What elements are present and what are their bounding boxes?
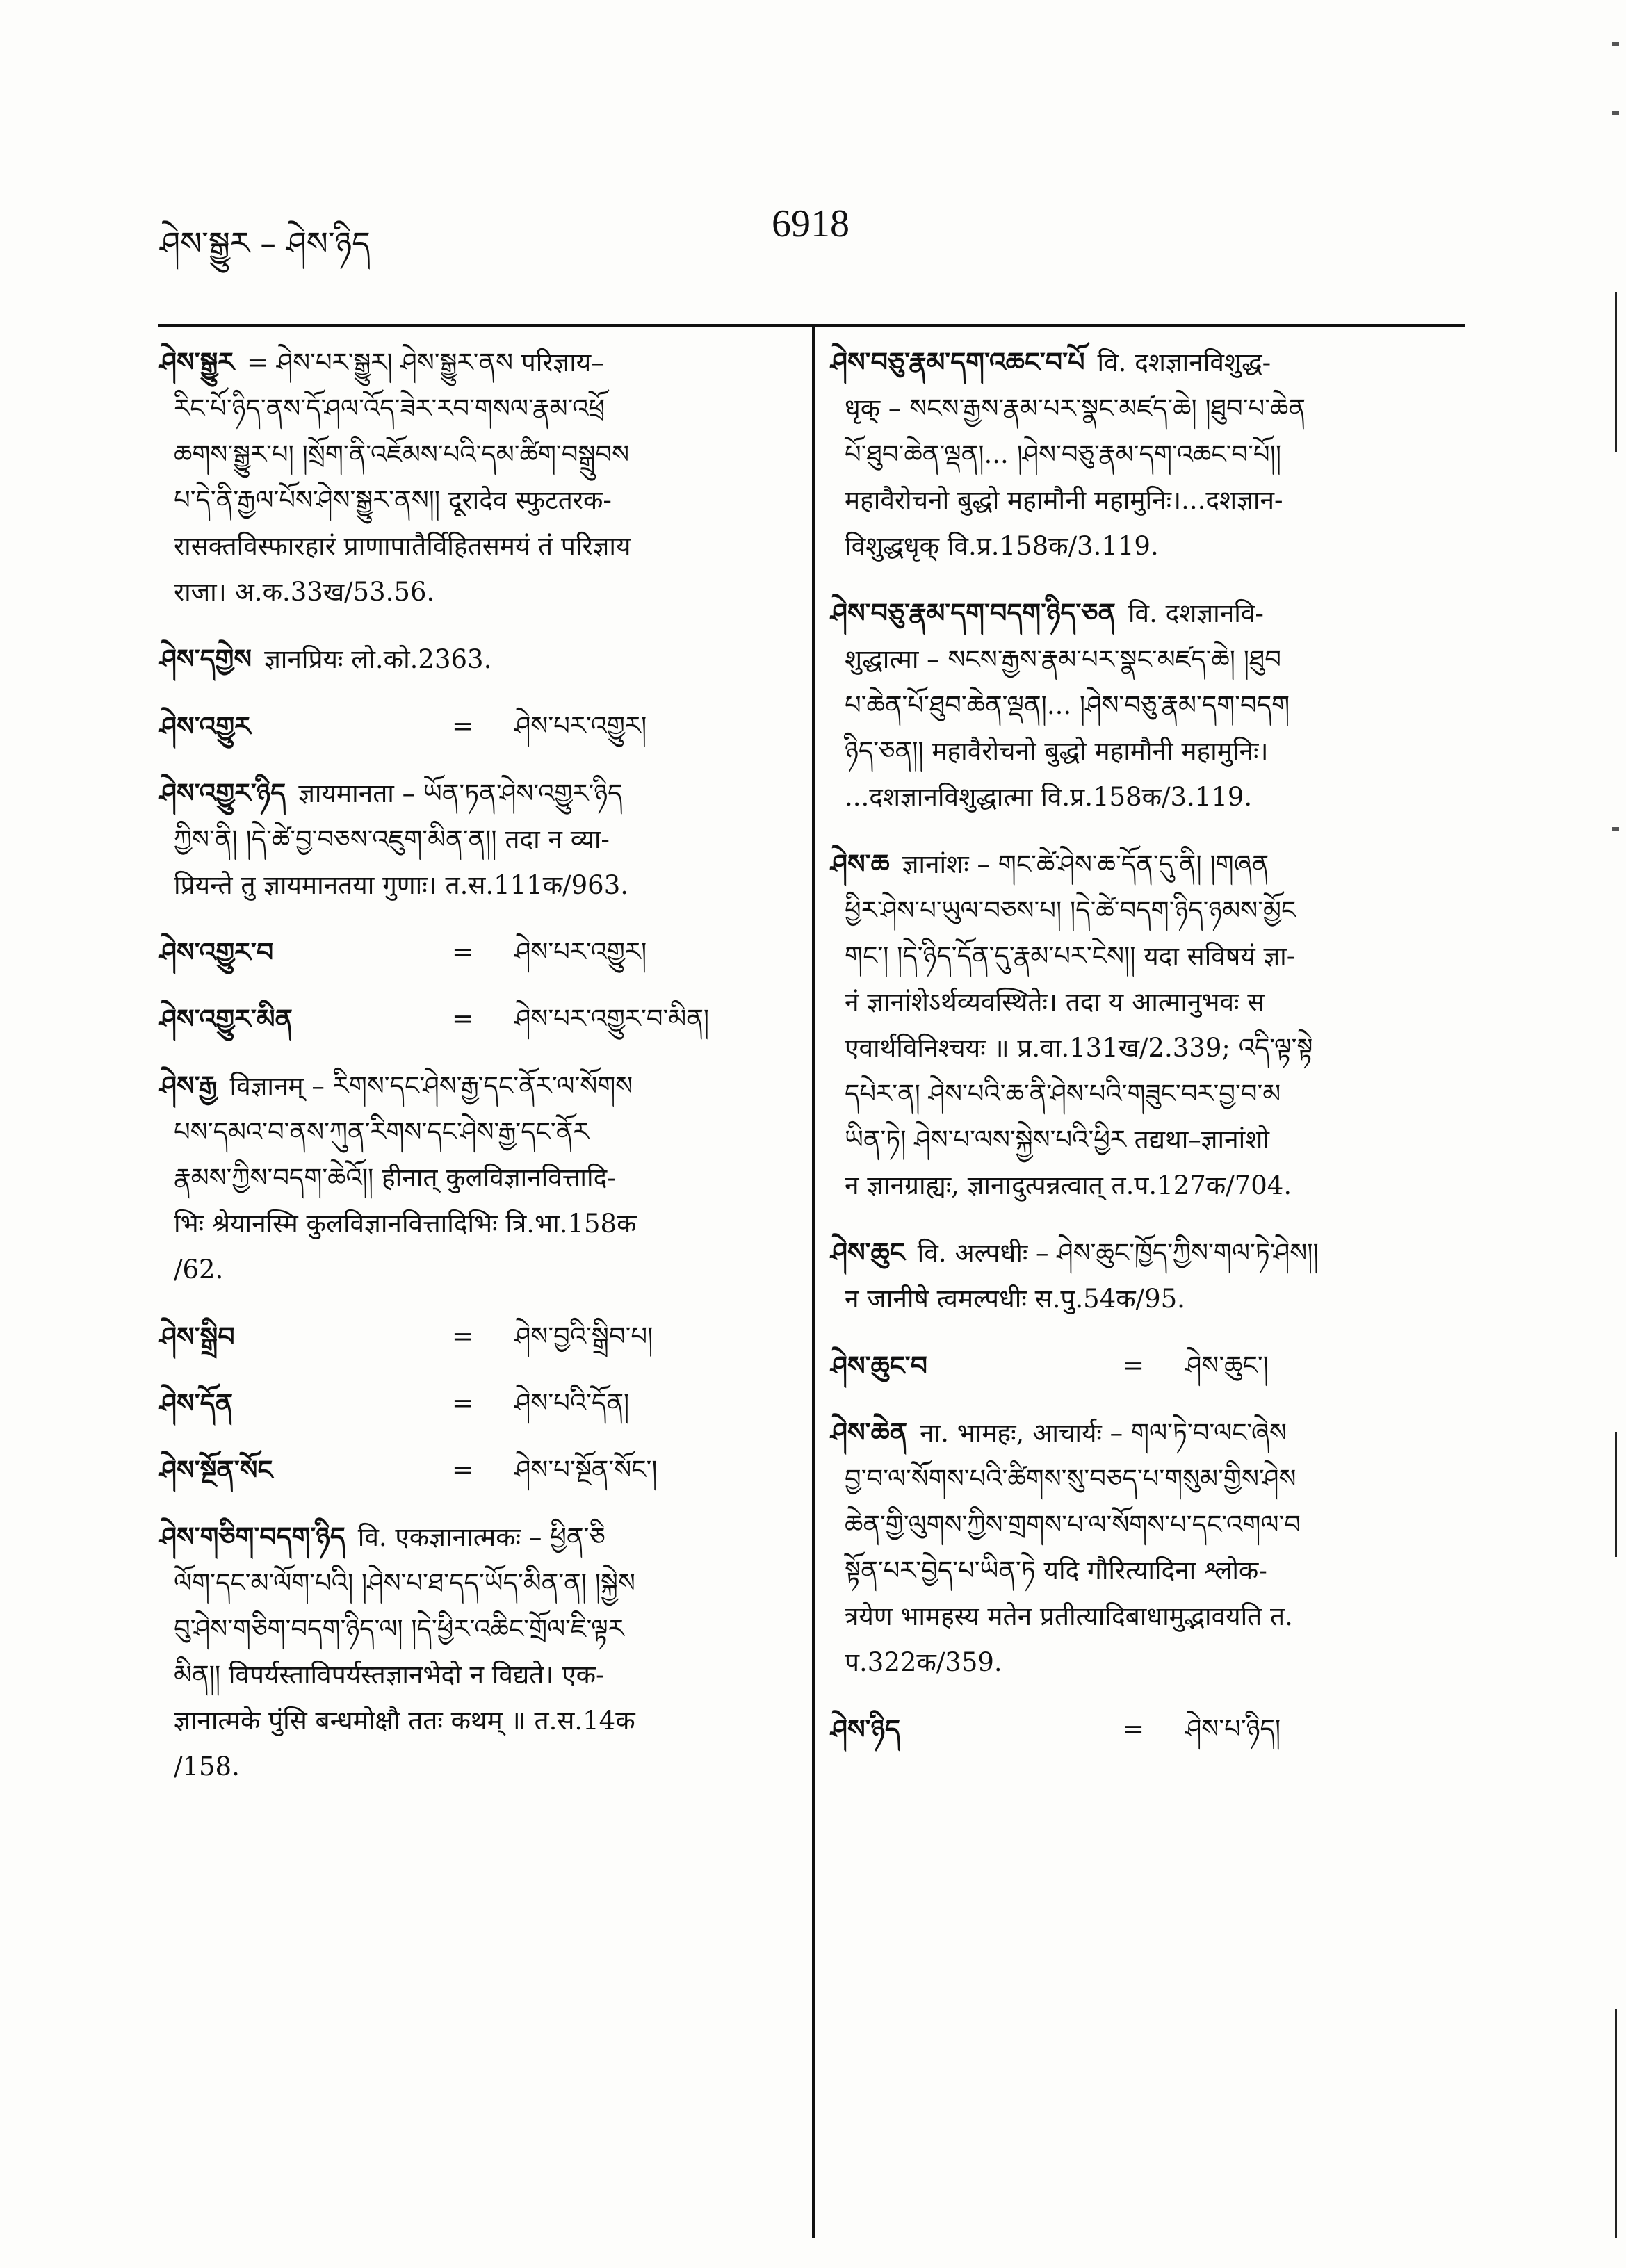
entry-text: ཀྱིས་ནི། །དེ་ཚེ་བྱ་བཅས་འཇུག་མིན་ན།། तदा न व्या-	[174, 824, 610, 854]
entry-text: པ་ཆེན་པོ་ཐུབ་ཆེན་ལྡན།... །ཤེས་བཅུ་རྣམ་དག་བདག	[845, 690, 1290, 720]
scan-speck	[1612, 111, 1619, 115]
entry-line	[831, 728, 1442, 774]
entry-line	[831, 1548, 1442, 1594]
entry-line	[831, 1230, 1442, 1276]
dictionary-entry	[831, 841, 1442, 1209]
entry-text: པོ་ཐུབ་ཆེན་ལྡན།... །ཤེས་བཅུ་རྣམ་དག་འཆང་བ་པོ།།	[845, 439, 1282, 469]
entry-text: प.322क/359.	[845, 1647, 1002, 1677]
left-column	[160, 339, 786, 1811]
entry-text: རིང་པོ་ཉིད་ནས་དོ་ཤལ་འོད་ཟེར་རབ་གསལ་རྣམ་འཕྲོ	[174, 393, 605, 423]
dictionary-entry	[831, 1410, 1442, 1686]
entry-line	[831, 683, 1442, 728]
cross-reference-entry	[160, 1380, 786, 1426]
entry-text: ཕྱིར་ཤེས་པ་ཡུལ་བཅས་པ། །དེ་ཚེ་བདག་ཉིད་ཉམས་མྱོང	[845, 895, 1296, 925]
entry-line	[831, 1276, 1442, 1322]
cross-reference-entry	[160, 1314, 786, 1360]
entry-line	[831, 1071, 1442, 1117]
entry-text: एवार्थविनिश्चयः ॥ प्र.वा.131ख/2.339; འདི་ལྟ་སྟེ	[845, 1033, 1313, 1063]
scan-speck	[1612, 42, 1619, 46]
cross-reference-entry	[160, 996, 786, 1042]
dictionary-entry	[160, 339, 786, 615]
entry-text: རྣམས་ཀྱིས་བདག་ཆེའོ།། हीनात् कुलविज्ञानवित्तादि-	[174, 1163, 616, 1193]
entry-text: ལོག་དང་མ་ལོག་པའི། །ཤེས་པ་ཐ་དད་ཡོད་མིན་ན། །སྐྱེས	[174, 1568, 635, 1598]
entry-text: = ཤེས་པར་སྒྱུར། ཤེས་སྒྱུར་ནས परिज्ञाय–	[246, 348, 604, 377]
entry-headword: ཤེས་འགྱུར་བ	[160, 936, 274, 968]
entry-line	[831, 841, 1442, 888]
entry-line	[831, 590, 1442, 637]
entry-text: སྟོན་པར་བྱེད་པ་ཡིན་ཏེ यदि गौरित्यादिना श्लोक-	[845, 1556, 1267, 1585]
entry-text: विज्ञानम् – རིགས་དང་ཤེས་རྒྱ་དང་ནོར་ལ་སོགས	[229, 1071, 633, 1101]
cross-reference-target: ཤེས་བྱའི་སྒྲིབ་པ།	[514, 1321, 653, 1351]
cross-reference-entry	[831, 1343, 1442, 1389]
entry-line	[160, 1744, 786, 1790]
entry-line	[160, 817, 786, 863]
entry-headword: ཤེས་ཆུང་བ	[831, 1350, 927, 1381]
entry-line	[831, 1502, 1442, 1548]
entry-text: ज्ञानप्रियः लो.को.2363.	[264, 644, 492, 674]
entry-text: ज्ञानात्मके पुंसि बन्धमोक्षौ ततः कथम् ॥ त.स.14क	[174, 1706, 635, 1736]
entry-text: विशुद्धधृक् वि.प्र.158क/3.119.	[845, 531, 1159, 561]
page-number: 6918	[772, 202, 849, 245]
entry-line	[160, 1652, 786, 1698]
entry-line	[160, 1201, 786, 1247]
entry-text: रासक्तविस्फारहारं प्राणापातैर्विहितसमयं तं परिज्ञाय	[174, 531, 631, 561]
entry-text: नं ज्ञानांशेऽर्थव्यवस्थितेः। तदा य आत्मानुभवः स	[845, 987, 1265, 1017]
right-column	[831, 339, 1442, 1773]
entry-line	[160, 1560, 786, 1606]
cross-reference-target: ཤེས་པར་འགྱུར་བ་མིན།	[514, 1004, 710, 1034]
entry-line	[831, 637, 1442, 683]
entry-text: མིན།། विपर्यस्ताविपर्यस्तज्ञानभेदो न विद्यते। एक-	[174, 1660, 605, 1690]
entry-headword: ཤེས་དགྱེས	[160, 643, 252, 674]
entry-headword: ཤེས་སྔོན་སོང	[160, 1454, 273, 1485]
entry-text: वि. दशज्ञानविशुद्ध-	[1097, 348, 1271, 377]
cross-reference-target: ཤེས་པར་འགྱུར།	[514, 937, 647, 967]
cross-reference-entry	[831, 1706, 1442, 1752]
entry-text: ज्ञानांशः – གང་ཚེ་ཤེས་ཆ་དོན་དུ་ནི། །གཞན	[902, 849, 1269, 879]
entry-line	[831, 386, 1442, 432]
entry-text: གང་། །དེ་ཉིད་དོན་དུ་རྣམ་པར་ངེས།། यदा सविषयं ज्ञा-	[845, 941, 1296, 971]
entry-line	[831, 888, 1442, 933]
entry-headword: ཤེས་འགྱུར་ཉིད	[160, 777, 286, 808]
entry-text: དཔེར་ན། ཤེས་པའི་ཆ་ནི་ཤེས་པའི་གཟུང་བར་བྱ་བ་མ	[845, 1079, 1281, 1109]
entry-text: न ज्ञानग्राह्यः, ज्ञानादुत्पन्नत्वात् त.प.127क/704.	[845, 1170, 1292, 1200]
column-divider	[812, 327, 815, 2238]
entry-line	[160, 339, 786, 386]
cross-reference-target: ཤེས་པ་ཉིད།	[1185, 1714, 1281, 1744]
entry-text: प्रियन्ते तु ज्ञायमानतया गुणाः। त.स.111क/963.	[174, 870, 629, 900]
entry-line	[160, 478, 786, 523]
entry-line	[831, 1640, 1442, 1686]
entry-text: त्रयेण भामहस्य मतेन प्रतीत्यादिबाधामुद्भावयति त.	[845, 1601, 1293, 1631]
entry-line	[831, 774, 1442, 820]
entry-line	[831, 1025, 1442, 1071]
scan-edge-line	[1615, 1432, 1617, 1557]
cross-reference-entry	[160, 703, 786, 749]
entry-headword: ཤེས་འགྱུར	[160, 710, 251, 742]
entry-line	[831, 1117, 1442, 1163]
entry-headword: ཤེས་དོན	[160, 1387, 233, 1419]
entry-text: शुद्धात्मा – སངས་རྒྱས་རྣམ་པར་སྣང་མཛད་ཆེ། །ཐུབ	[845, 644, 1281, 674]
entry-line	[831, 979, 1442, 1025]
entry-text: ཆགས་སྒྱུར་པ། །སྲོག་ནི་འཇོམས་པའི་དམ་ཚིག་བསྒྲུབས	[174, 439, 630, 469]
entry-text: महावैरोचनो बुद्धो महामौनी महामुनिः।...दशज्ञान-	[845, 485, 1283, 515]
scan-edge	[1607, 0, 1626, 2268]
entry-text: ཡིན་ཏེ། ཤེས་པ་ལས་སྐྱེས་པའི་ཕྱིར तद्यथा–ज्ञानांशो	[845, 1125, 1269, 1155]
entry-text: राजा। अ.क.33ख/53.56.	[174, 577, 435, 607]
page-header	[160, 202, 1460, 264]
dictionary-entry	[831, 339, 1442, 569]
entry-line	[160, 1063, 786, 1109]
entry-line	[831, 933, 1442, 979]
equals-sign: =	[452, 937, 474, 967]
entry-text: वि. एकज्ञानात्मकः – ཕྱིན་ཅི	[357, 1522, 605, 1552]
cross-reference-target: ཤེས་ཆུང་།	[1185, 1351, 1269, 1380]
equals-sign: =	[452, 1321, 474, 1351]
entry-text: धृक् – སངས་རྒྱས་རྣམ་པར་སྣང་མཛད་ཆེ། །ཐུབ་པ་ཆེན	[845, 393, 1306, 423]
entry-line	[831, 1594, 1442, 1640]
entry-line	[831, 1410, 1442, 1456]
entry-text: भिः श्रेयानस्मि कुलविज्ञानवित्तादिभिः त्रि.भा.158क	[174, 1209, 637, 1239]
entry-headword: ཤེས་འགྱུར་མིན	[160, 1003, 293, 1034]
entry-line	[160, 1155, 786, 1201]
entry-line	[831, 339, 1442, 386]
entry-headword: ཤེས་ཆ	[831, 848, 890, 879]
entry-text: པས་དམའ་བ་ནས་ཀུན་རིགས་དང་ཤེས་རྒྱ་དང་ནོར	[174, 1117, 590, 1147]
entry-headword: ཤེས་བཅུ་རྣམ་དག་འཆང་བ་པོ	[831, 346, 1085, 377]
entry-headword: ཤེས་ཉིད	[831, 1713, 900, 1745]
entry-line	[160, 569, 786, 615]
entry-headword: ཤེས་སྒྲིབ	[160, 1321, 235, 1352]
dictionary-entry	[831, 590, 1442, 820]
dictionary-entry	[160, 1514, 786, 1790]
entry-line	[831, 478, 1442, 523]
equals-sign: =	[452, 1455, 474, 1485]
cross-reference-target: ཤེས་པའི་དོན།	[514, 1388, 630, 1418]
dictionary-entry	[831, 1230, 1442, 1322]
entry-line	[160, 1698, 786, 1744]
entry-text: ཆེན་གྱི་ལུགས་ཀྱིས་གྲགས་པ་ལ་སོགས་པ་དང་འགལ་བ	[845, 1510, 1301, 1540]
entry-text: ...दशज्ञानविशुद्धात्मा वि.प्र.158क/3.119.	[845, 782, 1253, 812]
entry-line	[831, 432, 1442, 478]
running-head: ཤེས་སྒྱུར – ཤེས་ཉིད	[160, 225, 371, 262]
entry-text: ཉིད་ཅན།། महावैरोचनो बुद्धो महामौनी महामुनिः।	[845, 736, 1269, 766]
scan-speck	[1612, 827, 1619, 831]
entry-text: वि. अल्पधीः – ཤེས་ཆུང་ཁྱོད་ཀྱིས་གལ་ཏེ་ཤེས།།	[917, 1238, 1319, 1268]
entry-text: བྱ་བ་ལ་སོགས་པའི་ཚིགས་སུ་བཅད་པ་གསུམ་གྱིས་ཤེས	[845, 1464, 1296, 1494]
equals-sign: =	[452, 1004, 474, 1034]
entry-text: न जानीषे त्वमल्पधीः स.पु.54क/95.	[845, 1284, 1185, 1314]
entry-line	[160, 1606, 786, 1652]
entry-line	[831, 1456, 1442, 1502]
entry-headword: ཤེས་སྒྱུར	[160, 346, 234, 377]
cross-reference-target: ཤེས་པ་སྔོན་སོང་།	[514, 1455, 658, 1485]
entry-headword: ཤེས་ཆེན	[831, 1417, 908, 1448]
entry-text: /158.	[174, 1752, 240, 1781]
scan-edge-line	[1615, 2009, 1617, 2238]
entry-line	[160, 770, 786, 817]
cross-reference-entry	[160, 1447, 786, 1493]
entry-text: ज्ञायमानता – ཡོན་ཏན་ཤེས་འགྱུར་ཉིད	[298, 778, 623, 808]
entry-line	[831, 1163, 1442, 1209]
entry-line	[160, 523, 786, 569]
entry-line	[160, 432, 786, 478]
entry-line	[160, 1514, 786, 1560]
scan-edge-line	[1615, 292, 1617, 452]
equals-sign: =	[452, 1388, 474, 1418]
entry-line	[831, 523, 1442, 569]
entry-text: /62.	[174, 1255, 224, 1284]
entry-headword: ཤེས་གཅིག་བདག་ཉིད	[160, 1521, 345, 1552]
entry-line	[160, 1247, 786, 1293]
dictionary-entry	[160, 636, 786, 683]
entry-headword: ཤེས་ཆུང	[831, 1237, 905, 1268]
entry-text: वि. दशज्ञानवि-	[1128, 598, 1264, 628]
entry-headword: ཤེས་བཅུ་རྣམ་དག་བདག་ཉིད་ཅན	[831, 597, 1116, 628]
entry-text: ना. भामहः, आचार्यः – གལ་ཏེ་བ་ལང་ཞེས	[920, 1418, 1287, 1448]
equals-sign: =	[452, 711, 474, 741]
cross-reference-target: ཤེས་པར་འགྱུར།	[514, 711, 647, 741]
entry-text: བུ་ཤེས་གཅིག་བདག་ཉིད་ལ། །དེ་ཕྱིར་འཆིང་གྲོལ་ཇི་ལྟར	[174, 1614, 624, 1644]
entry-line	[160, 863, 786, 908]
entry-line	[160, 636, 786, 683]
cross-reference-entry	[160, 929, 786, 975]
dictionary-entry	[160, 1063, 786, 1293]
entry-text: པ་དེ་ནི་རྒྱལ་པོས་ཤེས་སྒྱུར་ནས།། दूरादेव स्फुटतरक-	[174, 485, 612, 515]
entry-line	[160, 1109, 786, 1155]
entry-line	[160, 386, 786, 432]
equals-sign: =	[1123, 1714, 1145, 1744]
dictionary-entry	[160, 770, 786, 908]
equals-sign: =	[1123, 1351, 1145, 1380]
entry-headword: ཤེས་རྒྱ	[160, 1070, 218, 1101]
